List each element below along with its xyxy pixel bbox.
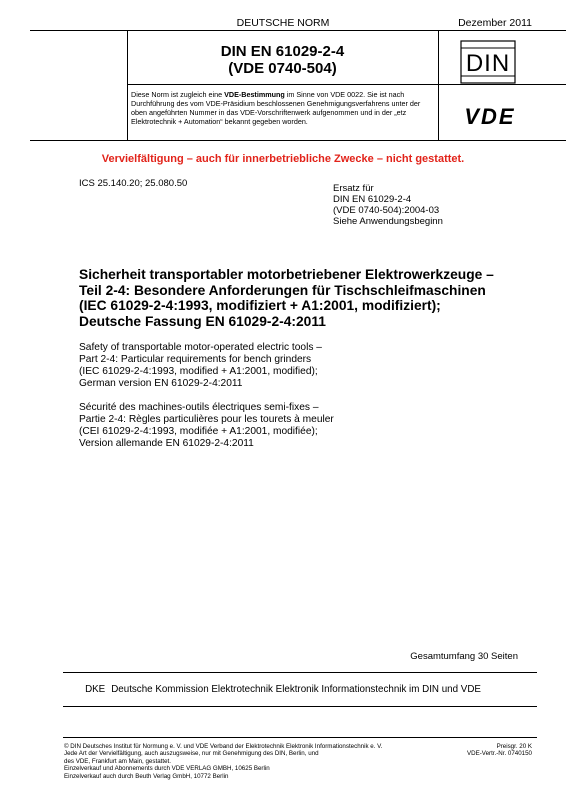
replacement-info: Ersatz für DIN EN 61029-2-4 (VDE 0740-504):2004-03 Siehe Anwendungsbeginn xyxy=(333,183,443,227)
title-german: Sicherheit transportabler motorbetriebener Elektrowerkzeuge – Teil 2-4: Besondere Anforderungen für Tischschleifmaschinen (IEC 61029-2-4:1993, modifiziert + A1:2001, modifiziert); Deutsche Fassung EN 61029-2-4:2011 xyxy=(79,267,494,329)
ics-code: ICS 25.140.20; 25.080.50 xyxy=(79,178,188,189)
dke-bottom-rule xyxy=(63,706,537,707)
title-french: Sécurité des machines-outils électriques semi-fixes – Partie 2-4: Règles particulières pour les tourets à meuler (CEI 61029-2-4:1993, modifiée + A1:2001, modifiée); Version allemande EN 61029-2-4:2011 xyxy=(79,402,334,449)
reproduction-warning: Vervielfältigung – auch für innerbetriebliche Zwecke – nicht gestattet. xyxy=(101,153,465,165)
box-right-border xyxy=(438,30,439,140)
vde-number: (VDE 0740-504) xyxy=(228,60,337,77)
svg-text:DIN: DIN xyxy=(465,50,511,77)
header-title: DEUTSCHE NORM xyxy=(236,17,330,29)
header-date: Dezember 2011 xyxy=(458,17,532,29)
header-rule xyxy=(30,30,566,31)
box-bottom-rule xyxy=(30,140,566,141)
vde-notice: Diese Norm ist zugleich eine VDE-Bestimmung im Sinne von VDE 0022. Sie ist nach Durchführung des vom VDE-Präsidium beschlossenen Genehmigungsverfahrens unter der oben angeführten Nummer in das VDE-Vorschriftenwerk aufgenommen und in der „etz Elektrotechnik + Automation“ bekannt gegeben worden. xyxy=(131,90,421,126)
vde-logo xyxy=(449,104,531,128)
price-info: Preisgr. 20 K VDE-Vertr.-Nr. 0740150 xyxy=(467,743,532,758)
total-pages: Gesamtumfang 30 Seiten xyxy=(410,651,518,662)
document-number: DIN EN 61029-2-4 xyxy=(220,43,345,60)
box-mid-rule xyxy=(127,84,566,85)
svg-text:VDE: VDE xyxy=(464,104,516,128)
title-english: Safety of transportable motor-operated electric tools – Part 2-4: Particular requirements for bench grinders (IEC 61029-2-4:1993, modified + A1:2001, modified); German version EN 61029-2-4:2011 xyxy=(79,342,322,389)
copyright-footer: © DIN Deutsches Institut für Normung e. V. und VDE Verband der Elektrotechnik Elektronik Informationstechnik e. V. Jede Art der Vervielfältigung, auch auszugsweise, nur mit Genehmigung des DIN, Berlin, und des VDE, Frankfurt am Main, gestattet. Einzelverkauf und Abonnements durch VDE VERLAG GMBH, 10625 Berlin Einzelverkauf auch durch Beuth Verlag GmbH, 10772 Berlin xyxy=(64,743,383,780)
dke-line: DKE Deutsche Kommission Elektrotechnik Elektronik Informationstechnik im DIN und VDE xyxy=(85,684,481,695)
dke-top-rule xyxy=(63,672,537,673)
din-logo xyxy=(460,40,516,84)
footer-rule xyxy=(63,737,537,738)
